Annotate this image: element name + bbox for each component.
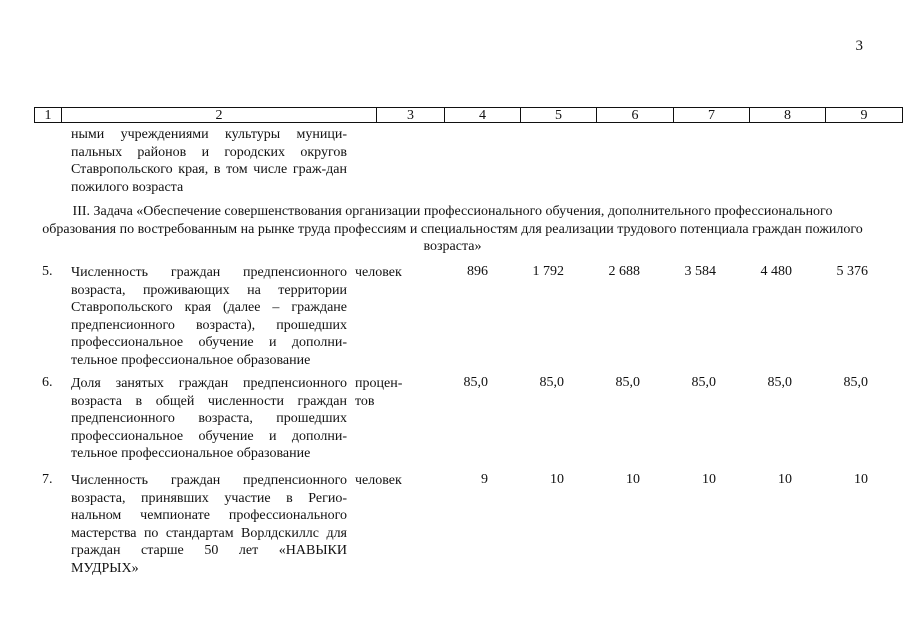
header-cell-3: 3 xyxy=(377,108,445,122)
row-value: 85,0 xyxy=(843,375,868,390)
row-value: 10 xyxy=(854,472,868,487)
header-cell-1: 1 xyxy=(35,108,62,122)
row-description: Численность граждан предпенсионного возраста, принявших участие в Регио-нальном чемпионате профессионального мастерства по стандартам Ворлдскиллс для граждан старше 50 лет «НАВЫКИ МУДРЫХ» xyxy=(71,473,347,576)
header-cell-8: 8 xyxy=(750,108,826,122)
header-cell-2: 2 xyxy=(62,108,377,122)
row-number: 7. xyxy=(42,472,53,487)
section-heading: III. Задача «Обеспечение совершенствования организации профессионального обучения, дополнительного профессионального образования по востребованным на рынке труда профессиям и специальностям для реализации трудового потенциала граждан пожилого возраста» xyxy=(42,204,863,254)
row-number: 5. xyxy=(42,264,53,279)
row-value: 85,0 xyxy=(463,375,488,390)
header-cell-6: 6 xyxy=(597,108,674,122)
row-value: 896 xyxy=(467,264,488,279)
row-value: 5 376 xyxy=(836,264,868,279)
row-value: 3 584 xyxy=(684,264,716,279)
header-cell-5: 5 xyxy=(521,108,597,122)
row-value: 85,0 xyxy=(691,375,716,390)
row-value: 85,0 xyxy=(767,375,792,390)
row-value: 2 688 xyxy=(608,264,640,279)
row-description: Численность граждан предпенсионного возраста, проживающих на территории Ставропольского края (далее – граждане предпенсионного возраста), прошедших профессиональное обучение и дополни-тельное профессиональное образование xyxy=(71,265,347,368)
row-value: 10 xyxy=(778,472,792,487)
page-number: 3 xyxy=(855,38,863,54)
header-cell-9: 9 xyxy=(860,108,868,123)
row-value: 10 xyxy=(626,472,640,487)
header-cell-7: 7 xyxy=(674,108,750,122)
header-cell-4: 4 xyxy=(445,108,521,122)
row-unit: процен-тов xyxy=(355,376,403,409)
row-unit: человек xyxy=(355,265,402,280)
table-header-row xyxy=(34,107,903,123)
continuation-text: ными учреждениями культуры муници-пальных районов и городских округов Ставропольского края, в том числе граж-дан пожилого возраста xyxy=(71,127,347,195)
row-value: 10 xyxy=(550,472,564,487)
row-number: 6. xyxy=(42,375,53,390)
row-value: 10 xyxy=(702,472,716,487)
row-value: 85,0 xyxy=(615,375,640,390)
row-value: 9 xyxy=(481,472,488,487)
row-unit: человек xyxy=(355,473,402,488)
row-value: 4 480 xyxy=(760,264,792,279)
row-description: Доля занятых граждан предпенсионного возраста в общей численности граждан предпенсионного возраста, прошедших профессиональное обучение и дополни-тельное профессиональное образование xyxy=(71,376,347,461)
row-value: 1 792 xyxy=(532,264,564,279)
row-value: 85,0 xyxy=(539,375,564,390)
